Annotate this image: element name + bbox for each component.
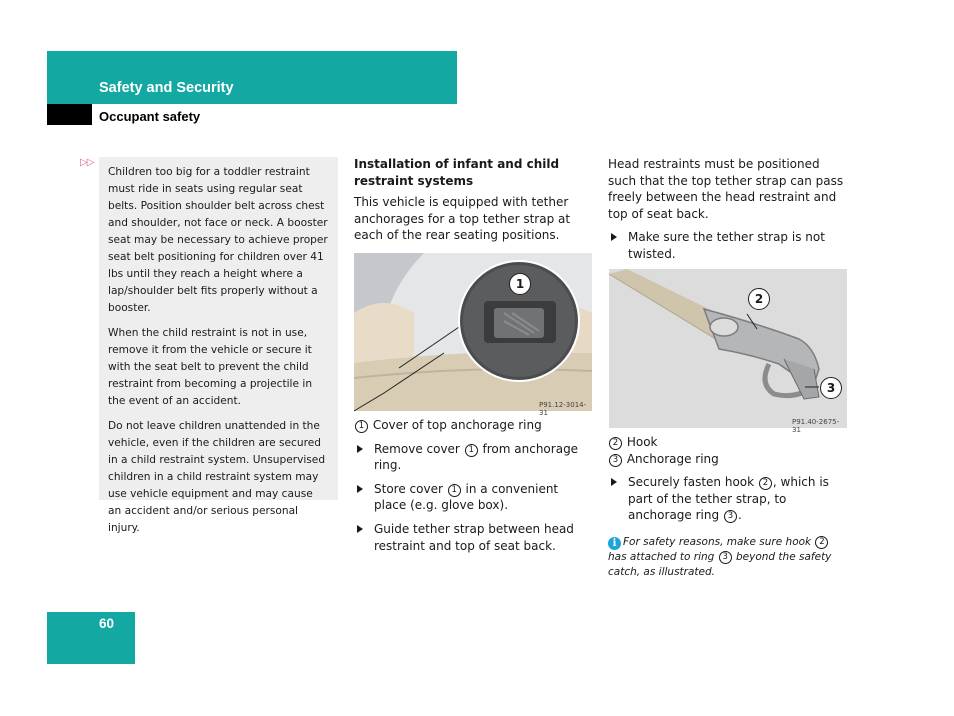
figure-code: P91.40-2675-31 <box>792 418 840 434</box>
column-head-restraints <box>608 156 848 263</box>
figure-callout-3: 3 <box>820 377 842 399</box>
continued-marker-icon: ▷▷ <box>80 157 94 168</box>
step-remove-cover <box>354 441 594 474</box>
step-text: Remove cover <box>374 441 460 456</box>
anchorage-illustration <box>354 253 592 411</box>
column-installation <box>354 156 594 250</box>
step-text: . <box>737 508 742 523</box>
figure-code: P91.12-3014-31 <box>539 401 587 417</box>
step-store-cover <box>354 481 594 514</box>
figure-callout-1: 1 <box>509 273 531 295</box>
section-tab-marker <box>47 104 92 125</box>
legend-item-2 <box>608 434 848 451</box>
hook-illustration <box>609 269 847 428</box>
callout-number: 2 <box>609 437 622 450</box>
callout-number: 1 <box>355 420 368 433</box>
note-text: For safety reasons, make sure hook <box>623 536 812 548</box>
step-check-twist: Make sure the tether strap is not twisted. <box>608 229 848 262</box>
callout-number: 3 <box>724 510 737 523</box>
step-fasten-hook <box>608 474 848 524</box>
sub-title: Occupant safety <box>99 109 201 124</box>
warning-paragraph: Children too big for a toddler restraint must ride in seats using regular seat belts. Position shoulder belt across chest and shoulder, not face or neck. A booster seat may be necessary to achieve proper seat belt positioning for children over 41 lbs until they reach a height where a lap/shoulder belt fits properly without a booster. <box>108 166 328 314</box>
installation-intro: This vehicle is equipped with tether anchorages for a top tether strap at each of the rear seating positions. <box>354 195 571 243</box>
step-guide-strap: Guide tether strap between head restraint and top of seat back. <box>354 521 594 554</box>
callout-number: 2 <box>759 477 772 490</box>
step-text: in a convenient place (e.g. glove box). <box>374 481 559 513</box>
step-text: , which is part of the tether strap, to anchorage ring <box>628 475 829 523</box>
legend-item-3 <box>608 451 848 468</box>
head-restraint-intro: Head restraints must be positioned such that the top tether strap can pass freely between the head restraint and top of seat back. <box>608 157 844 221</box>
warning-paragraph: When the child restraint is not in use, remove it from the vehicle or secure it with the seat belt to prevent the child restraint from becoming a projectile in the event of an accident. <box>108 327 313 407</box>
callout-number: 2 <box>815 536 828 549</box>
step-text: from anchorage ring. <box>374 441 579 473</box>
note-text: beyond the safety catch, as illustrated. <box>608 551 832 578</box>
page-number-band <box>47 612 135 664</box>
warning-paragraph: Do not leave children unattended in the vehicle, even if the children are secured in a child restraint system. Unsupervised children in a child restraint system may use vehicle equipment and may cause an accident and/or serious personal injury. <box>108 420 326 534</box>
step-text: Securely fasten hook <box>628 475 755 490</box>
legend-text: Cover of top anchorage ring <box>372 418 542 432</box>
legend-text: Anchorage ring <box>626 451 719 466</box>
header-band <box>47 51 457 104</box>
section-title: Safety and Security <box>99 80 234 96</box>
callout-number: 1 <box>448 484 461 497</box>
installation-steps <box>354 417 594 554</box>
hook-figure <box>609 269 847 434</box>
callout-number: 3 <box>719 551 732 564</box>
callout-number: 1 <box>465 444 478 457</box>
page-number: 60 <box>99 616 115 631</box>
safety-note <box>608 535 848 580</box>
anchorage-figure <box>354 253 592 417</box>
step-text: Store cover <box>374 481 443 496</box>
installation-heading: Installation of infant and child restraint systems <box>354 157 560 188</box>
figure-callout-2: 2 <box>748 288 770 310</box>
callout-number: 3 <box>609 454 622 467</box>
hook-steps <box>608 434 848 524</box>
info-icon: i <box>608 537 621 550</box>
note-text: has attached to ring <box>608 551 715 563</box>
legend-item-1 <box>354 417 594 434</box>
legend-text: Hook <box>626 435 658 449</box>
warning-box <box>99 157 338 534</box>
